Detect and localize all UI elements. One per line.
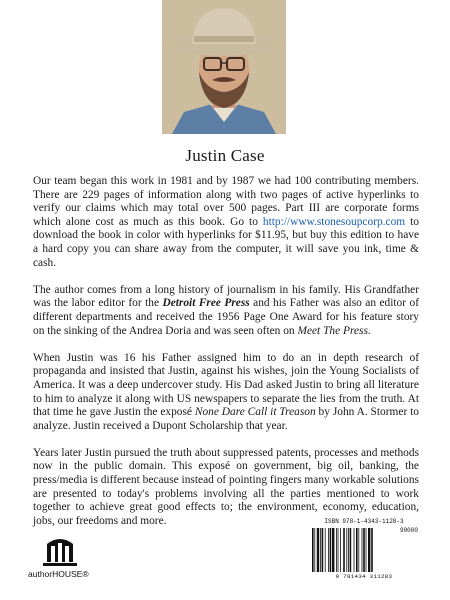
barcode-bar [368,528,370,572]
barcode-bars [310,526,390,572]
isbn-barcode [310,518,418,580]
author-photo [162,0,286,134]
paragraph-text: and his Father was also an editor of different departments and received the 1956 Page One Award for his feature story on the sinking of the Andrea Doria and was seen often on [33,297,419,337]
paragraph-text: The author comes from a long history of journalism in his family. His Grandfather was the labor editor for the [33,283,419,310]
paragraph-text: to download the book in color with hyperlinks for $11.95, but buy this edition to have a hard copy you can share away from the computer, it will save you ink, time & cash. [33,215,419,269]
barcode-bar [340,528,341,572]
barcode-digits: 9 781434 311283 [335,573,393,580]
barcode-bar [366,528,367,572]
barcode-bar [346,528,347,572]
show-title: Meet The Press [297,324,368,337]
barcode-bar [320,528,321,572]
barcode-bar [312,528,314,572]
publisher-name: authorHOUSE® [28,569,89,579]
barcode-bar [363,528,365,572]
barcode-bar [328,528,329,572]
barcode-bar [330,528,332,572]
paragraph-later: Years later Justin pursued the truth about suppressed patents, processes and methods now in the public domain. This exposé on government, big oil, banking, the press/media is different because instead of pointing fingers many workable solutions are presented to today's problems involving all the parties mentioned to work together to achieve great good effects to; the environment, economy, education, jobs, our freedoms and more. [33,446,419,527]
barcode-bar [358,528,359,572]
price-code: 90000 [399,527,418,534]
barcode-bar [338,528,339,572]
paragraph-text: by John A. Stormer to analyze. Justin received a Dupont Scholarship that year. [33,406,419,432]
barcode-bar [336,528,337,572]
paragraph-project [33,175,419,270]
website-link[interactable]: http://www.stonesoupcorp.com [262,215,406,228]
paragraph-youth [33,352,419,434]
paragraph-text: Our team began this work in 1981 and by 1987 we had 100 contributing members. There are 229 pages of information along with two pages of active hyperlinks to verify our claims which may total over 500 pages. Part III are corporate forms which alone cost as much as this book. Go to [33,175,419,228]
barcode-bar [362,528,363,572]
author-name: Justin Case [185,146,265,165]
barcode-bar [317,528,319,572]
barcode-bar [354,528,355,572]
barcode-bar [314,528,315,572]
barcode-bar [356,528,358,572]
barcode-bar [343,528,345,572]
paragraph-family [33,284,419,338]
barcode-bar [371,528,373,572]
back-cover-text [33,175,419,542]
book-title: None Dare Call it Treason [194,406,316,419]
isbn-label: ISBN 978-1-4343-1128-3 [324,518,404,525]
barcode-bar [322,528,324,572]
barcode-bar [325,528,326,572]
barcode-bar [350,528,352,572]
barcode-bar [332,528,334,572]
paragraph-text: When Justin was 16 his Father assigned him to do an in depth research of propaganda and insisted that Justin, against his wishes, join the Young Socialists of America. It was a deep undercover study. His Dad asked Justin to bring all literature to him to analyze it along with US newspapers to separate the lies from the truth. At that time he gave Justin the exposé [33,351,419,419]
newspaper-title: Detroit Free Press [162,297,250,310]
paragraph-text: . [367,324,371,337]
barcode-bar [348,528,349,572]
